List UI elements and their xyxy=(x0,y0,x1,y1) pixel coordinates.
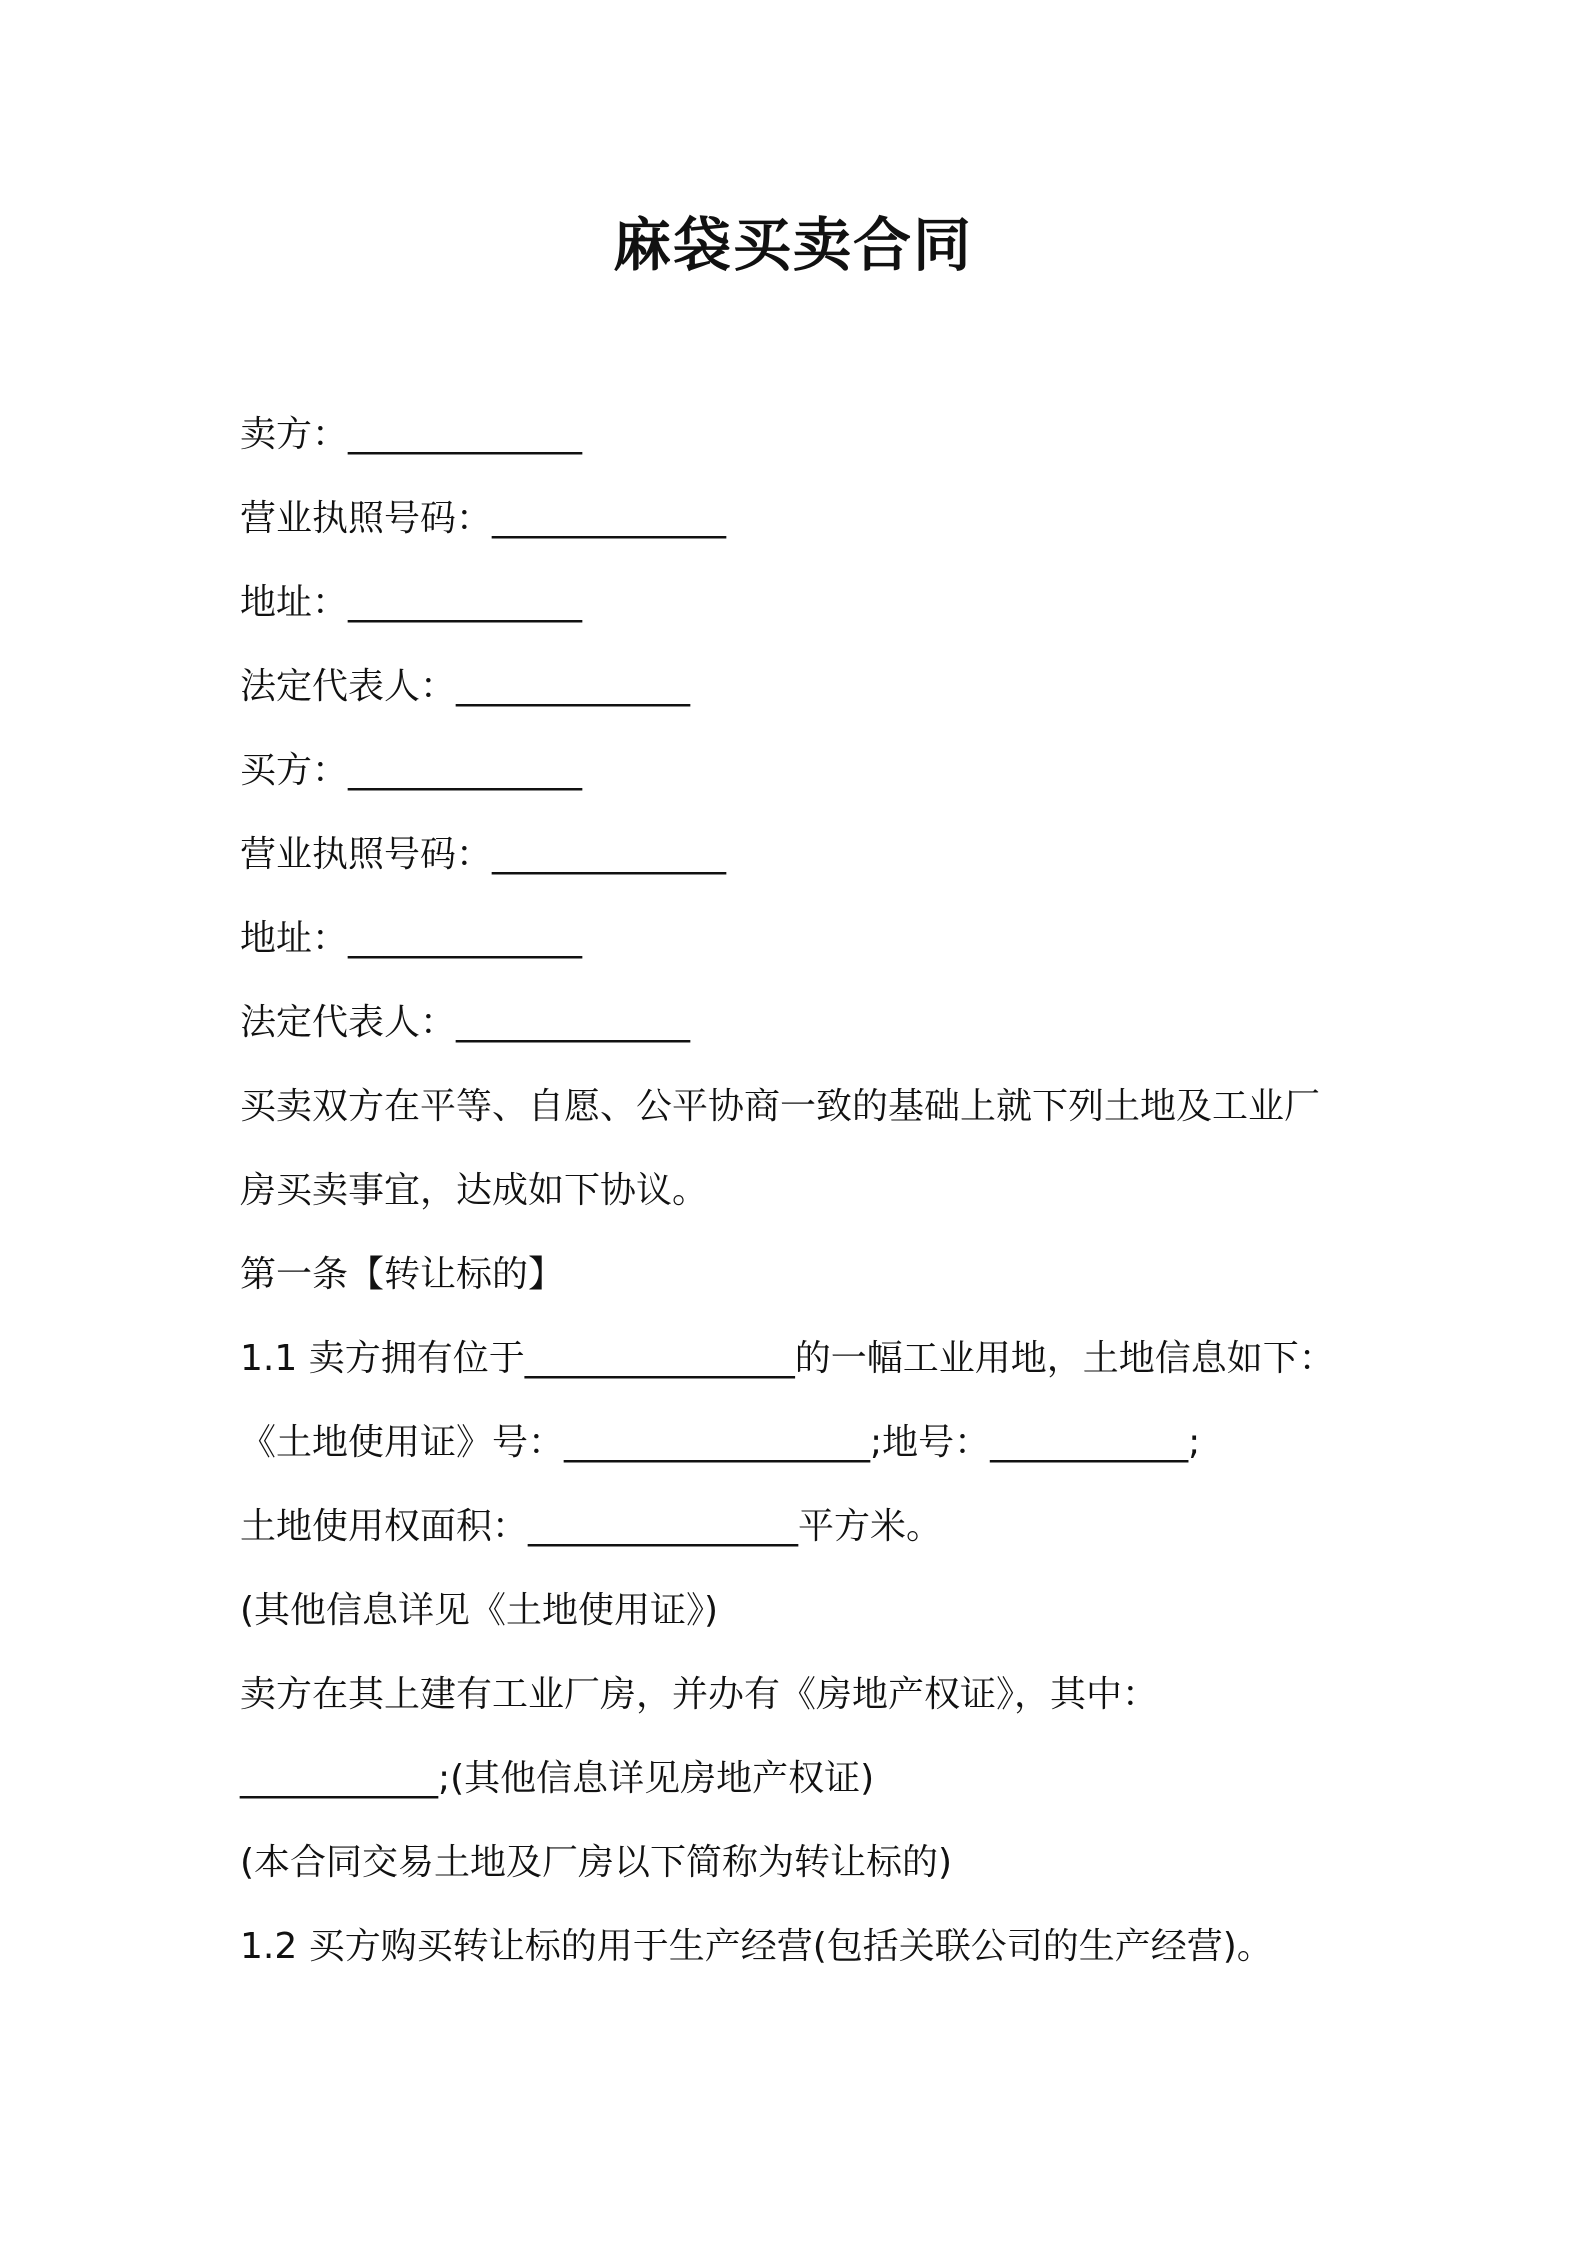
buyer-license-line: 营业执照号码：_____________ xyxy=(240,834,727,875)
preamble-line-1: 买卖双方在平等、自愿、公平协商一致的基础上就下列土地及工业厂 xyxy=(240,1086,1321,1127)
buyer-representative-line: 法定代表人：_____________ xyxy=(240,1002,691,1043)
clause-1-1-line: 1.1 卖方拥有位于_______________的一幅工业用地，土地信息如下： xyxy=(240,1338,1335,1379)
seller-license-line: 营业执照号码：_____________ xyxy=(240,498,727,539)
seller-name-line: 卖方：_____________ xyxy=(240,414,583,455)
subject-definition-line: (本合同交易土地及厂房以下简称为转让标的) xyxy=(240,1842,953,1883)
document-title: 麻袋买卖合同 xyxy=(612,211,973,279)
land-area-line: 土地使用权面积：_______________平方米。 xyxy=(240,1506,943,1547)
article-1-heading: 第一条【转让标的】 xyxy=(240,1254,565,1295)
buyer-name-line: 买方：_____________ xyxy=(240,750,583,791)
land-certificate-line: 《土地使用证》号：_________________;地号：___________; xyxy=(240,1422,1201,1463)
land-other-info-line: (其他信息详见《土地使用证》) xyxy=(240,1590,719,1631)
seller-representative-line: 法定代表人：_____________ xyxy=(240,666,691,707)
preamble-line-2: 房买卖事宜，达成如下协议。 xyxy=(240,1170,709,1211)
clause-1-2-line: 1.2 买方购买转让标的用于生产经营(包括关联公司的生产经营)。 xyxy=(240,1926,1273,1967)
property-certificate-line: ___________;(其他信息详见房地产权证) xyxy=(240,1758,875,1799)
buyer-address-line: 地址：_____________ xyxy=(240,918,583,959)
factory-line: 卖方在其上建有工业厂房，并办有《房地产权证》，其中： xyxy=(240,1674,1159,1715)
seller-address-line: 地址：_____________ xyxy=(240,582,583,623)
